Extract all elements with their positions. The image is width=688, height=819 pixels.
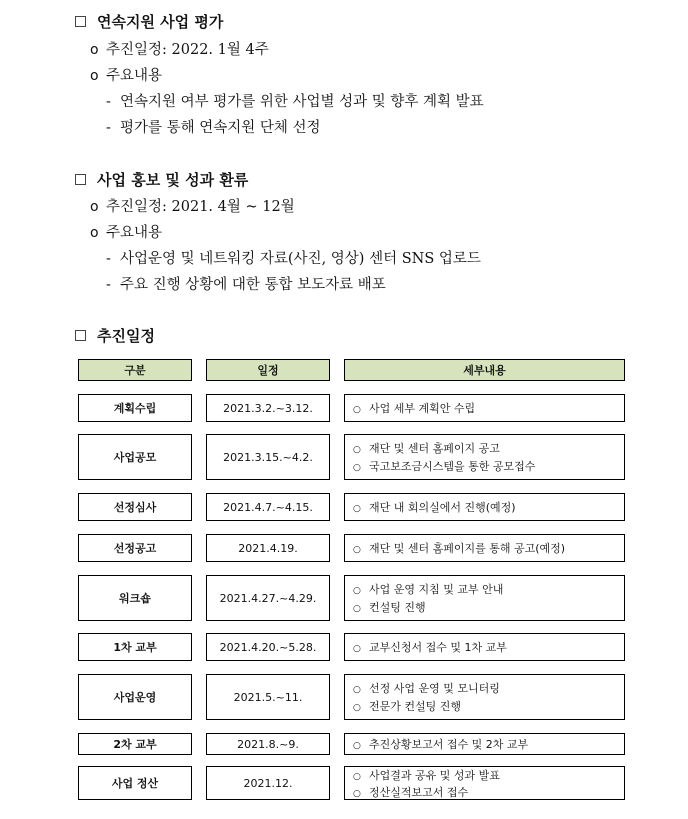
detail-line: ○ 컨설팅 진행 <box>353 599 503 615</box>
detail-line: ○ 사업결과 공유 및 성과 발표 <box>353 767 500 783</box>
schedule-line: o 추진일정: 2022. 1월 4주 <box>90 42 269 58</box>
row-category: 워크숍 <box>78 575 192 621</box>
row-period: 2021.4.20.~5.28. <box>206 633 330 661</box>
circle-bullet-icon: o <box>90 199 99 215</box>
detail-line: ○ 재단 내 회의실에서 진행(예정) <box>353 499 516 515</box>
row-period: 2021.5.~11. <box>206 674 330 720</box>
table-header-category: 구분 <box>78 359 192 381</box>
detail-line: ○ 국고보조금시스템을 통한 공모접수 <box>353 458 535 474</box>
content-label-line: o 주요내용 <box>90 68 163 84</box>
checkbox-square-icon <box>75 174 86 185</box>
content-item: - 평가를 통해 연속지원 단체 선정 <box>106 120 321 136</box>
row-period: 2021.3.15.~4.2. <box>206 434 330 480</box>
table-header-details: 세부내용 <box>344 359 625 381</box>
row-period: 2021.4.19. <box>206 534 330 562</box>
row-period: 2021.12. <box>206 766 330 800</box>
section-title: 사업 홍보 및 성과 환류 <box>97 171 249 189</box>
row-category: 선정심사 <box>78 493 192 521</box>
detail-line: ○ 사업 운영 지침 및 교부 안내 <box>353 581 503 597</box>
detail-line: ○ 전문가 컨설팅 진행 <box>353 698 500 714</box>
row-category: 계획수립 <box>78 394 192 422</box>
checkbox-square-icon <box>75 16 86 27</box>
detail-line: ○ 재단 및 센터 홈페이지를 통해 공고(예정) <box>353 540 565 556</box>
table-header-period: 일정 <box>206 359 330 381</box>
row-details <box>344 394 625 422</box>
detail-line: ○ 교부신청서 접수 및 1차 교부 <box>353 639 507 655</box>
content-item: - 주요 진행 상황에 대한 통합 보도자료 배포 <box>106 277 386 293</box>
detail-line: ○ 추진상황보고서 접수 및 2차 교부 <box>353 736 528 752</box>
row-category: 사업운영 <box>78 674 192 720</box>
circle-bullet-icon: o <box>90 225 99 241</box>
row-period: 2021.4.27.~4.29. <box>206 575 330 621</box>
section-title: 연속지원 사업 평가 <box>97 13 224 31</box>
row-period: 2021.8.~9. <box>206 733 330 755</box>
section-title: 추진일정 <box>97 327 155 345</box>
row-category: 선정공고 <box>78 534 192 562</box>
content-label-line: o 주요내용 <box>90 225 163 241</box>
detail-line: ○ 재단 및 센터 홈페이지 공고 <box>353 440 535 456</box>
row-period: 2021.4.7.~4.15. <box>206 493 330 521</box>
checkbox-square-icon <box>75 330 86 341</box>
row-details <box>344 766 625 800</box>
detail-line: ○ 정산실적보고서 접수 <box>353 784 500 800</box>
detail-line: ○ 사업 세부 계획안 수립 <box>353 400 475 416</box>
row-details <box>344 575 625 621</box>
row-details <box>344 633 625 661</box>
circle-bullet-icon: o <box>90 68 99 84</box>
row-category: 사업공모 <box>78 434 192 480</box>
row-category: 2차 교부 <box>78 733 192 755</box>
row-details <box>344 434 625 480</box>
detail-line: ○ 선정 사업 운영 및 모니터링 <box>353 680 500 696</box>
row-category: 1차 교부 <box>78 633 192 661</box>
row-details <box>344 493 625 521</box>
row-details <box>344 733 625 755</box>
row-details <box>344 534 625 562</box>
row-category: 사업 정산 <box>78 766 192 800</box>
circle-bullet-icon: o <box>90 42 99 58</box>
content-item: - 사업운영 및 네트워킹 자료(사진, 영상) 센터 SNS 업로드 <box>106 251 481 267</box>
schedule-line: o 추진일정: 2021. 4월 ~ 12월 <box>90 199 295 215</box>
row-period: 2021.3.2.~3.12. <box>206 394 330 422</box>
row-details <box>344 674 625 720</box>
content-item: - 연속지원 여부 평가를 위한 사업별 성과 및 향후 계획 발표 <box>106 94 484 110</box>
